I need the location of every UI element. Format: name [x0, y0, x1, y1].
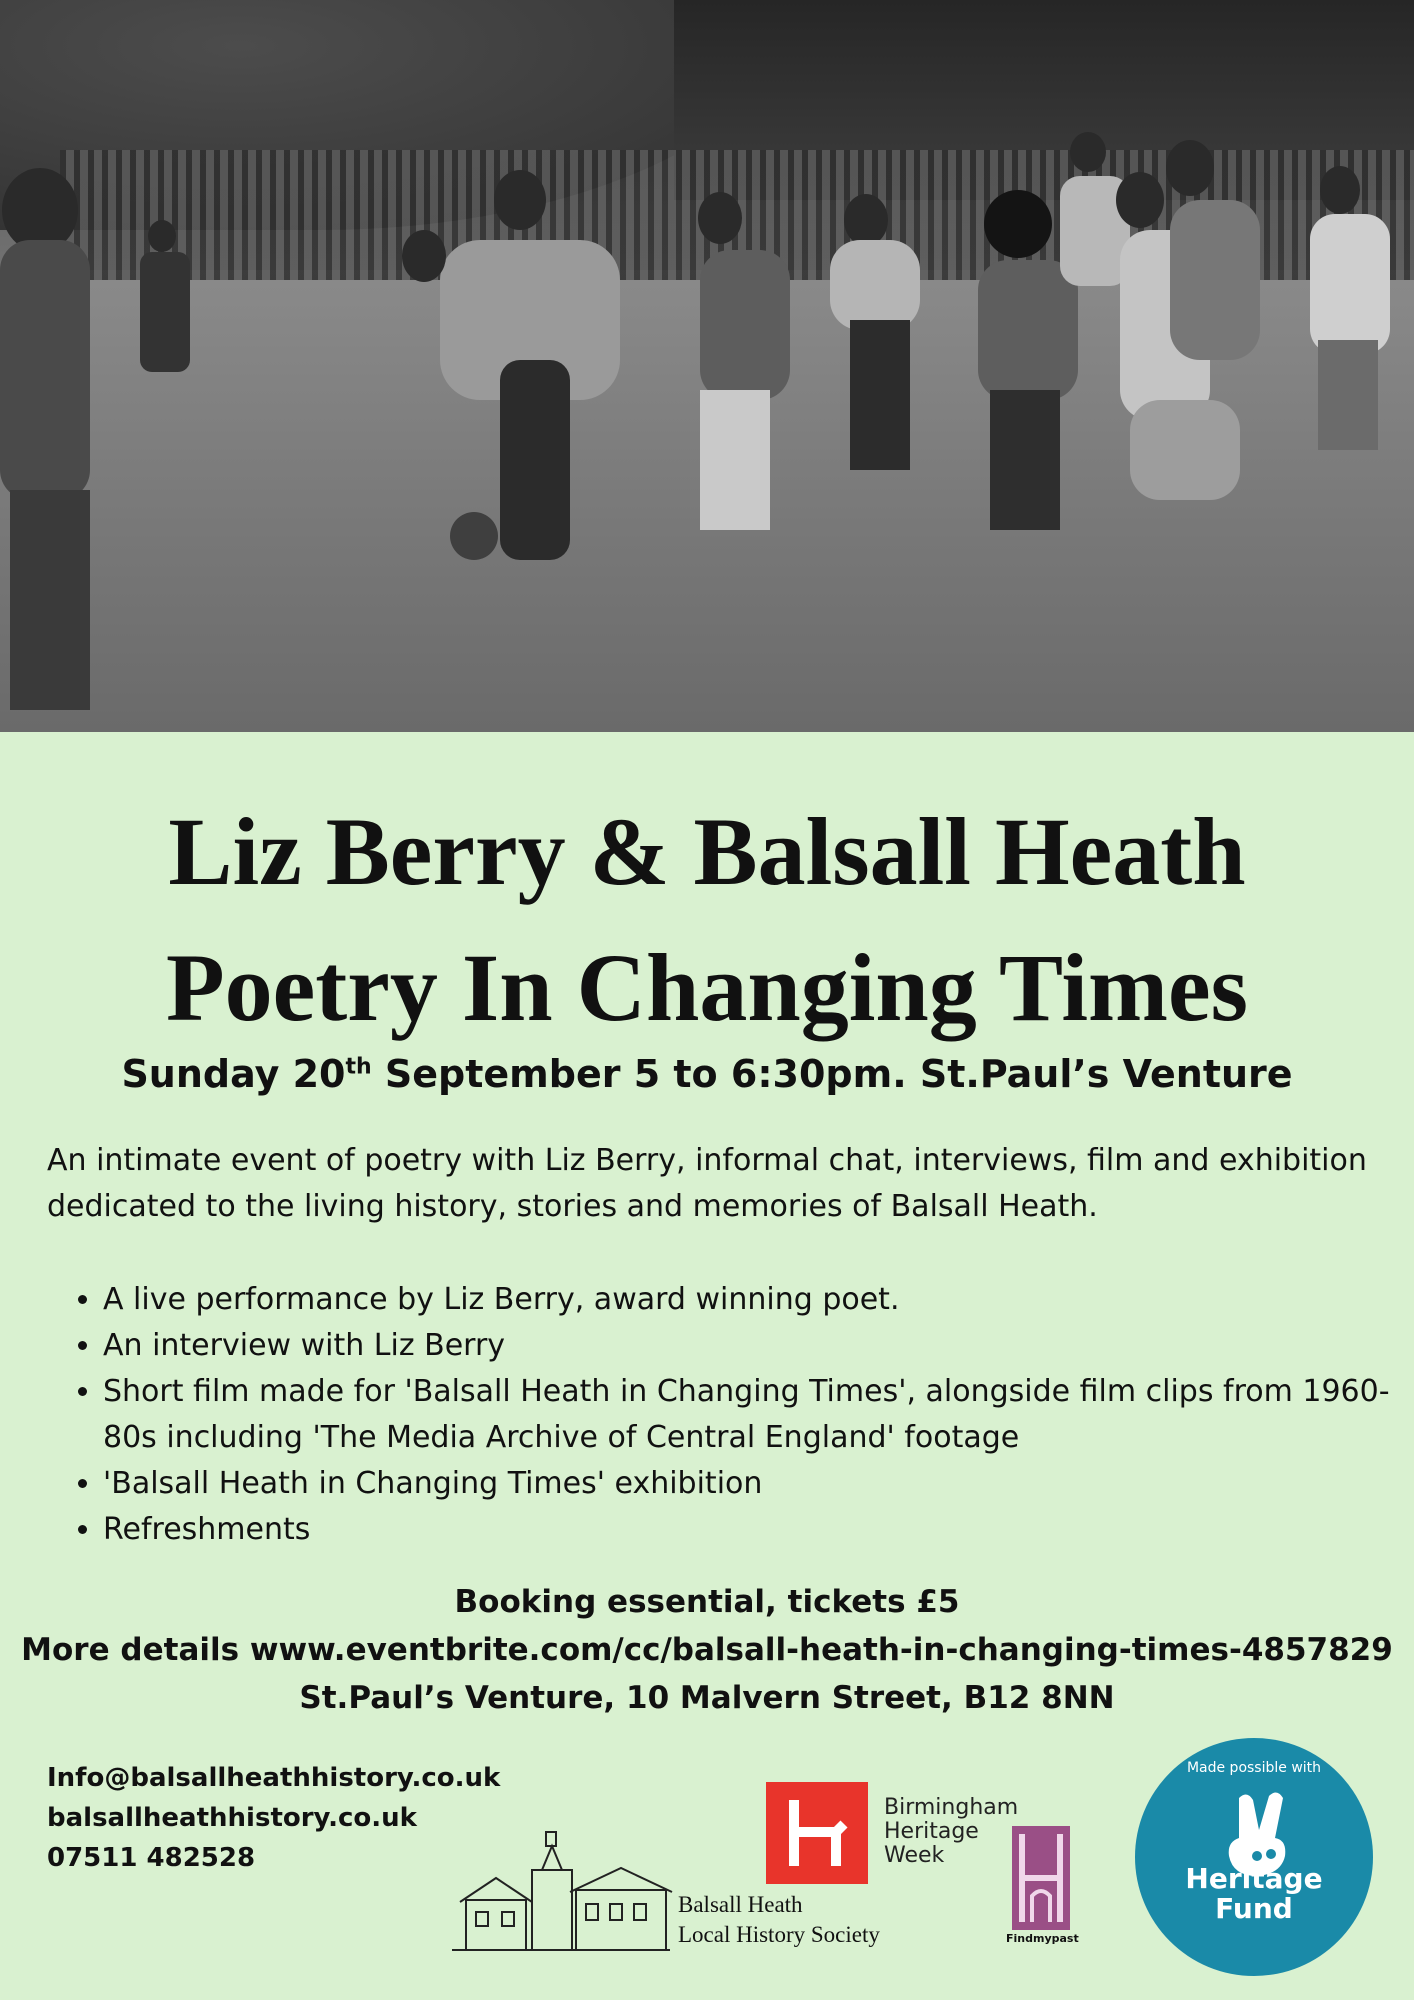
findmypast-label: Findmypast — [1006, 1932, 1079, 1945]
list-item: • A live performance by Liz Berry, award winning poet. — [103, 1277, 1414, 1323]
football-photo — [0, 0, 1414, 732]
title-line-2: Poetry In Changing Times — [166, 934, 1248, 1041]
list-item: • Refreshments — [103, 1507, 1414, 1553]
heritage-fund-logo — [1135, 1738, 1373, 1976]
crossed-fingers-icon — [1135, 1738, 1373, 1976]
photo-players — [0, 0, 1414, 732]
event-date-venue — [0, 1052, 1414, 1096]
list-item: • 'Balsall Heath in Changing Times' exhibition — [103, 1461, 1414, 1507]
contact-info — [47, 1758, 500, 1878]
list-item: • Short film made for 'Balsall Heath in Changing Times', alongside film clips from 1960-80s including 'The Media Archive of Central England' footage — [103, 1369, 1414, 1461]
heritage-fund-line-2: Fund — [1215, 1892, 1293, 1925]
heritage-fund-line-1: Heritage — [1185, 1862, 1323, 1895]
bhw-line-3: Week — [884, 1843, 945, 1868]
booking-tickets: Booking essential, tickets £5 — [454, 1584, 960, 1620]
bhw-h-icon — [766, 1782, 868, 1884]
booking-info — [0, 1578, 1414, 1722]
birmingham-heritage-week-logo — [766, 1782, 1046, 1892]
bhlhs-line-2: Local History Society — [678, 1922, 880, 1947]
event-highlights-list — [47, 1277, 1414, 1553]
venue-address: St.Paul’s Venture, 10 Malvern Street, B12 8NN — [299, 1680, 1115, 1716]
event-title — [0, 784, 1414, 1056]
building-sketch-icon — [446, 1830, 676, 1960]
booking-link[interactable]: More details www.eventbrite.com/cc/balsall-heath-in-changing-times-4857829 — [21, 1632, 1393, 1668]
contact-email[interactable]: Info@balsallheathhistory.co.uk — [47, 1763, 501, 1793]
event-intro: An intimate event of poetry with Liz Berry, informal chat, interviews, film and exhibition dedicated to the living history, stories and memories of Balsall Heath. — [47, 1143, 1367, 1224]
date-rest: September 5 to 6:30pm. St.Paul’s Venture — [371, 1052, 1293, 1096]
date-day: Sunday 20 — [121, 1052, 346, 1096]
bhlhs-line-1: Balsall Heath — [678, 1892, 803, 1917]
bhlhs-name — [678, 1890, 880, 1950]
contact-website[interactable]: balsallheathhistory.co.uk — [47, 1803, 417, 1833]
everyday-histories-logo — [1006, 1826, 1079, 1945]
bhw-name — [884, 1796, 1018, 1868]
everyday-histories-icon — [1012, 1826, 1070, 1930]
bhw-line-1: Birmingham — [884, 1795, 1019, 1820]
contact-phone: 07511 482528 — [47, 1843, 256, 1873]
date-ordinal: th — [345, 1054, 372, 1080]
title-line-1: Liz Berry & Balsall Heath — [168, 798, 1246, 905]
list-item: • An interview with Liz Berry — [103, 1323, 1414, 1369]
heritage-fund-tagline: Made possible with — [1186, 1760, 1322, 1776]
bhw-line-2: Heritage — [884, 1819, 979, 1844]
heritage-fund-name — [1135, 1864, 1373, 1924]
